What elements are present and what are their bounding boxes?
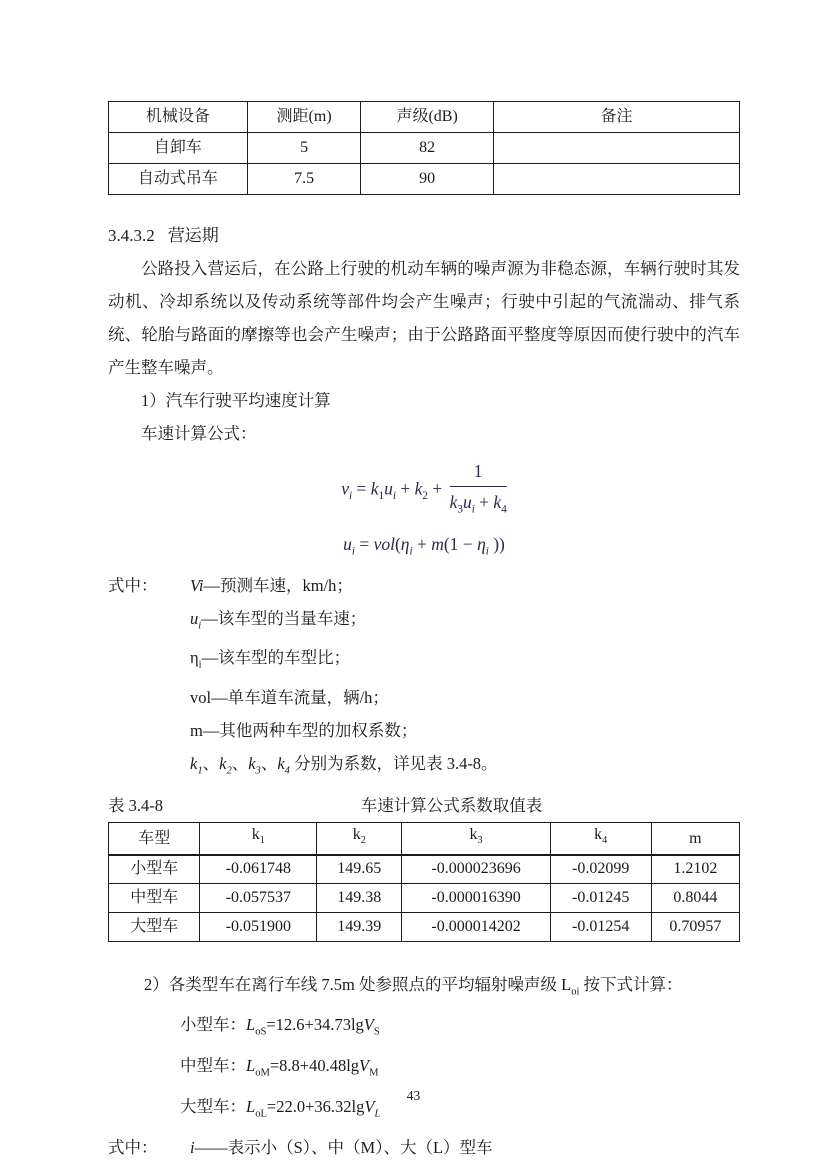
list-item-1: 1）汽车行驶平均速度计算 xyxy=(141,391,331,410)
table-header-row xyxy=(109,102,740,133)
definition-term: $k_1$、$k_2$、$k_3$、$k_4$ 分别为系数，详见表 3.4-8。 xyxy=(190,753,498,776)
definition-term: vol xyxy=(190,688,212,708)
definitions-list xyxy=(108,570,740,787)
table-cell: -0.057537 xyxy=(200,884,317,913)
table-cell: 149.38 xyxy=(317,884,402,913)
table-cell: -0.000014202 xyxy=(402,913,550,942)
definition-desc: —其他两种车型的加权系数； xyxy=(202,720,418,740)
table-cell: -0.01254 xyxy=(550,913,651,942)
table-cell xyxy=(493,164,739,195)
column-header-k3: $k_3$ xyxy=(402,823,550,855)
definition-item xyxy=(190,603,740,643)
table-cell xyxy=(493,133,739,164)
page-content xyxy=(108,0,740,1164)
formula-expression: $L_{oL}=22.0+36.32\lg V_L$ xyxy=(246,1096,381,1120)
formula-label: 中型车： xyxy=(180,1056,246,1076)
equation-block xyxy=(108,458,740,564)
definition-desc: —该车型的车型比； xyxy=(201,648,351,668)
column-header-equipment: 机械设备 xyxy=(109,102,248,133)
equipment-noise-table xyxy=(108,101,740,195)
table-row xyxy=(109,855,740,884)
table-title: 车速计算公式系数取值表 xyxy=(360,796,543,816)
table-label: 表 3.4-8 xyxy=(108,796,163,816)
definition-item xyxy=(190,682,740,715)
table-cell: -0.061748 xyxy=(200,855,317,884)
speed-equation: $v_i = k_1u_i + k_2$ + $\frac{1}{k_3u_i + k_4}$ xyxy=(108,458,740,523)
table-cell: -0.02099 xyxy=(550,855,651,884)
section-number: 3.4.3.2 xyxy=(108,226,155,245)
table-cell: 5 xyxy=(247,133,361,164)
definitions-prefix: 式中： xyxy=(108,576,158,595)
formula-expression: $L_{oM}=8.8+40.48\lg V_M$ xyxy=(246,1056,379,1079)
table-cell: 自动式吊车 xyxy=(109,164,248,195)
table-cell: 自卸车 xyxy=(109,133,248,164)
definition-item xyxy=(108,570,740,603)
definition-term: $\eta_i$ xyxy=(190,648,202,671)
medium-vehicle-formula xyxy=(180,1049,740,1090)
table-cell: 82 xyxy=(361,133,494,164)
equivalent-speed-equation: $u_i = vol(\eta_i + m(1 - \eta_i$ )) xyxy=(343,533,505,557)
definition-desc: —单车道车流量，辆/h； xyxy=(211,688,389,708)
definition-item xyxy=(190,715,740,748)
column-header-vehicle-type: 车型 xyxy=(109,823,200,855)
note-text: i——表示小（S）、中（M）、大（L）型车 xyxy=(190,1137,493,1157)
formula-label: 小型车： xyxy=(180,1015,246,1035)
table-header-row xyxy=(109,823,740,855)
definition-item xyxy=(190,642,740,682)
column-header-distance: 测距(m) xyxy=(247,102,361,133)
definition-term: $u_i$ xyxy=(190,608,202,631)
note-prefix: 式中： xyxy=(108,1137,158,1157)
table-cell: -0.01245 xyxy=(550,884,651,913)
table-cell: -0.000023696 xyxy=(402,855,550,884)
column-header-k1: $k_1$ xyxy=(200,823,317,855)
page-number: 43 xyxy=(406,1088,421,1103)
table-row xyxy=(109,133,740,164)
definition-term: m xyxy=(190,720,203,740)
table-cell: 大型车 xyxy=(109,913,200,942)
definition-term: Vi xyxy=(190,576,204,595)
definition-desc: —该车型的当量车速； xyxy=(201,608,367,628)
column-header-m: m xyxy=(651,823,739,855)
table-cell: 149.65 xyxy=(317,855,402,884)
section-title: 营运期 xyxy=(167,226,219,245)
table-cell: -0.051900 xyxy=(200,913,317,942)
table-cell: 中型车 xyxy=(109,884,200,913)
formula-label: 大型车： xyxy=(180,1096,246,1116)
table-cell: -0.000016390 xyxy=(402,884,550,913)
table-row xyxy=(109,913,740,942)
table-cell: 0.8044 xyxy=(651,884,739,913)
list-item-2: 2）各类型车在离行车线 7.5m 处参照点的平均辐射噪声级 $L_{oi}$ 按下式计算： xyxy=(144,975,683,998)
section-heading xyxy=(108,219,740,252)
column-header-k4: $k_4$ xyxy=(550,823,651,855)
table-caption xyxy=(108,790,740,822)
table-cell: 90 xyxy=(361,164,494,195)
definition-desc: —预测车速，km/h； xyxy=(203,576,353,595)
table-row xyxy=(109,164,740,195)
table-cell: 7.5 xyxy=(247,164,361,195)
formula-expression: $L_{oS}=12.6+34.73\lg V_S$ xyxy=(246,1015,380,1038)
table-cell: 149.39 xyxy=(317,913,402,942)
formula-note xyxy=(108,1131,740,1164)
small-vehicle-formula xyxy=(180,1008,740,1049)
definition-item xyxy=(190,748,740,788)
body-paragraph: 公路投入营运后，在公路上行驶的机动车辆的噪声源为非稳态源，车辆行驶时其发动机、冷却系统以及传动系统等部件均会产生噪声；行驶中引起的气流湍动、排气系统、轮胎与路面的摩擦等也会产生噪声；由于公路路面平整度等原因而使行驶中的汽车产生整车噪声。 xyxy=(108,259,740,377)
table-cell: 1.2102 xyxy=(651,855,739,884)
table-cell: 小型车 xyxy=(109,855,200,884)
column-header-note: 备注 xyxy=(493,102,739,133)
column-header-level: 声级(dB) xyxy=(361,102,494,133)
table-row xyxy=(109,884,740,913)
formula-intro: 车速计算公式： xyxy=(141,424,257,443)
column-header-k2: $k_2$ xyxy=(317,823,402,855)
table-cell: 0.70957 xyxy=(651,913,739,942)
coefficient-table xyxy=(108,822,740,942)
